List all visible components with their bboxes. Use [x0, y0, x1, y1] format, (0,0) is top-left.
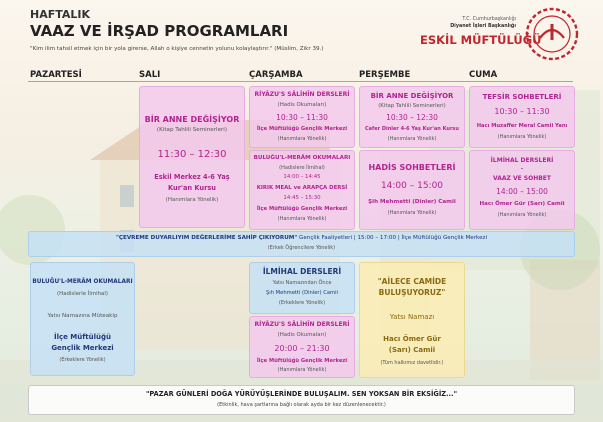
day-thursday: PERŞEMBE [359, 70, 411, 80]
card-time: 14:00 – 15:00 [380, 181, 444, 191]
monday-bulugul-card [30, 262, 135, 376]
day-friday: CUMA [469, 70, 498, 80]
card-place: Şih Mehmetti (Dinler) Camii [368, 199, 456, 205]
card-title: BULUŞUYORUZ" [378, 288, 446, 297]
card-title: BULUĞU'L-MERÂM OKUMALARI [253, 155, 351, 161]
card-subtitle: (Hadislerle İlmihal) [57, 291, 108, 297]
wednesday-ilmihal-card [249, 262, 355, 314]
card-audience: (Hanımlara Yönelik) [277, 367, 327, 373]
wednesday-riyazus-evening-card [249, 316, 355, 378]
card-title: VAAZ VE SOHBET [492, 175, 551, 182]
tuesday-seminer-card [139, 86, 245, 228]
card-place: İlçe Müftülüğü Gençlik Merkezi [256, 206, 348, 212]
logo-org-line2: Diyanet İşleri Başkanlığı [450, 24, 516, 29]
footer-banner [28, 385, 575, 415]
card-audience: (Hanımlara Yönelik) [277, 136, 327, 142]
card-audience: (Erkeklere Yönelik) [59, 357, 106, 363]
card-time: 10:30 – 12:30 [386, 113, 438, 122]
card-title: KIRIK MEAL ve ARAPÇA DERSİ [256, 185, 348, 191]
card-audience: (Hanımlara Yönelik) [497, 134, 547, 140]
card-audience: (Tüm halkımız davetlidir.) [380, 360, 444, 366]
card-time: 11:30 – 12:30 [157, 149, 227, 160]
card-place: İlçe Müftülüğü Gençlik Merkezi [256, 358, 348, 364]
card-audience: (Hanımlara Yönelik) [387, 210, 437, 216]
banner-details: Gençlik Faaliyetleri | 15:00 – 17:00 | İlçe Müftülüğü Gençlik Merkezi [299, 235, 488, 241]
thursday-hadis-card [359, 150, 465, 230]
card-time: 14:00 – 15:00 [496, 187, 548, 196]
card-place: Şıh Mehmetti (Dinler) Camii [266, 290, 338, 296]
wednesday-bulugul-card [249, 150, 355, 230]
card-time: 10:30 – 11:30 [276, 113, 328, 122]
card-title: TEFSİR SOHBETLERİ [482, 93, 562, 101]
card-title: HADİS SOHBETLERİ [368, 163, 456, 172]
card-audience: (Hanımlara Yönelik) [497, 212, 547, 218]
card-audience: (Hanımlara Yönelik) [165, 197, 219, 203]
thursday-family-mosque-card [359, 262, 465, 378]
card-place: Gençlik Merkezi [51, 344, 114, 352]
day-monday: PAZARTESİ [30, 70, 82, 80]
day-header-divider [28, 81, 573, 82]
card-title: RİYÂZU'S SÂLİHÎN DERSLERİ [254, 91, 350, 98]
banner-line [29, 235, 574, 241]
card-time: Yatsı Namazından Önce [272, 280, 332, 286]
logo-name: ESKİL MÜFTÜLÜĞÜ [420, 33, 542, 47]
card-place: İlçe Müftülüğü Gençlik Merkezi [256, 126, 348, 132]
friday-ilmihal-card [469, 150, 575, 230]
friday-tefsir-card [469, 86, 575, 148]
card-place: Hacı Ömer Gür (Sarı) Camii [479, 201, 565, 207]
card-time: Yatsı Namazına Müteakip [47, 313, 118, 319]
page-title: VAAZ VE İRŞAD PROGRAMLARI [30, 22, 289, 40]
card-audience: (Erkeklere Yönelik) [278, 300, 326, 306]
card-title: "AİLECE CAMİDE [377, 277, 447, 286]
card-conjunction: – [520, 166, 524, 172]
card-subtitle: (Kitap Tahlili Seminerleri) [378, 103, 446, 109]
day-tuesday: SALI [139, 70, 161, 80]
header-quote: "Kim ilim tahsil etmek için bir yola girerse, Allah o kişiye cennetin yolunu kolaylaştırır." (Müslim, Zikr 39.) [30, 46, 324, 52]
header-kicker: HAFTALIK [30, 8, 91, 21]
card-time: 14:00 – 14:45 [283, 174, 321, 180]
footer-note: (Etkinlik, hava şartlarına bağlı olarak ayda bir kez düzenlenecektir.) [217, 402, 386, 408]
card-title: BULUĞU'L-MERÂM OKUMALARI [32, 279, 133, 285]
youth-activity-banner [28, 231, 575, 257]
card-place: Hacı Ömer Gür [383, 335, 441, 343]
card-title: RİYÂZU'S SÂLİHÎN DERSLERİ [254, 321, 350, 328]
card-subtitle: (Kitap Tahlili Seminerleri) [156, 127, 228, 133]
card-place: Kur'an Kursu [168, 184, 216, 192]
card-subtitle: (Hadislere İlmihal) [279, 165, 325, 171]
banner-title: "ÇEVREME DUYARLIYIM DEĞERLERİME SAHİP ÇIKIYORUM" [115, 235, 298, 241]
card-time: 20:00 – 21:30 [274, 344, 330, 353]
card-audience: (Hanımlara Yönelik) [387, 136, 437, 142]
card-place: Eskil Merkez 4-6 Yaş [154, 173, 230, 181]
banner-audience: (Erkek Öğrencilere Yönelik) [267, 245, 336, 251]
card-place: Hacı Muzaffer Meral Camii Yanı [476, 123, 568, 129]
card-time: Yatsı Namazı [389, 313, 435, 321]
card-subtitle: (Hadis Okumaları) [277, 102, 327, 108]
footer-slogan: "PAZAR GÜNLERİ DOĞA YÜRÜYÜŞLERİNDE BULUŞALIM. SEN YOKSAN BİR EKSİĞİZ..." [145, 390, 458, 398]
card-title: İLMİHAL DERSLERİ [490, 157, 554, 164]
card-subtitle: (Hadis Okumaları) [277, 332, 327, 338]
card-place: İlçe Müftülüğü [53, 333, 112, 341]
card-time: 10:30 – 11:30 [494, 107, 550, 116]
card-title: BİR ANNE DEĞİŞİYOR [144, 115, 240, 124]
logo-org-line1: T.C. Cumhurbaşkanlığı [462, 17, 516, 22]
card-title: BİR ANNE DEĞİŞİYOR [370, 92, 454, 100]
card-title: İLMİHAL DERSLERİ [262, 267, 342, 276]
day-wednesday: ÇARŞAMBA [249, 70, 303, 80]
card-time: 14:45 – 15:30 [283, 195, 321, 201]
card-audience: (Hanımlara Yönelik) [277, 216, 327, 222]
wednesday-riyazus-card [249, 86, 355, 148]
thursday-seminer-card [359, 86, 465, 148]
card-place: (Sarı) Camii [388, 346, 436, 354]
card-place: Cafer Dinler 4-6 Yaş Kur'an Kursu [365, 126, 459, 132]
